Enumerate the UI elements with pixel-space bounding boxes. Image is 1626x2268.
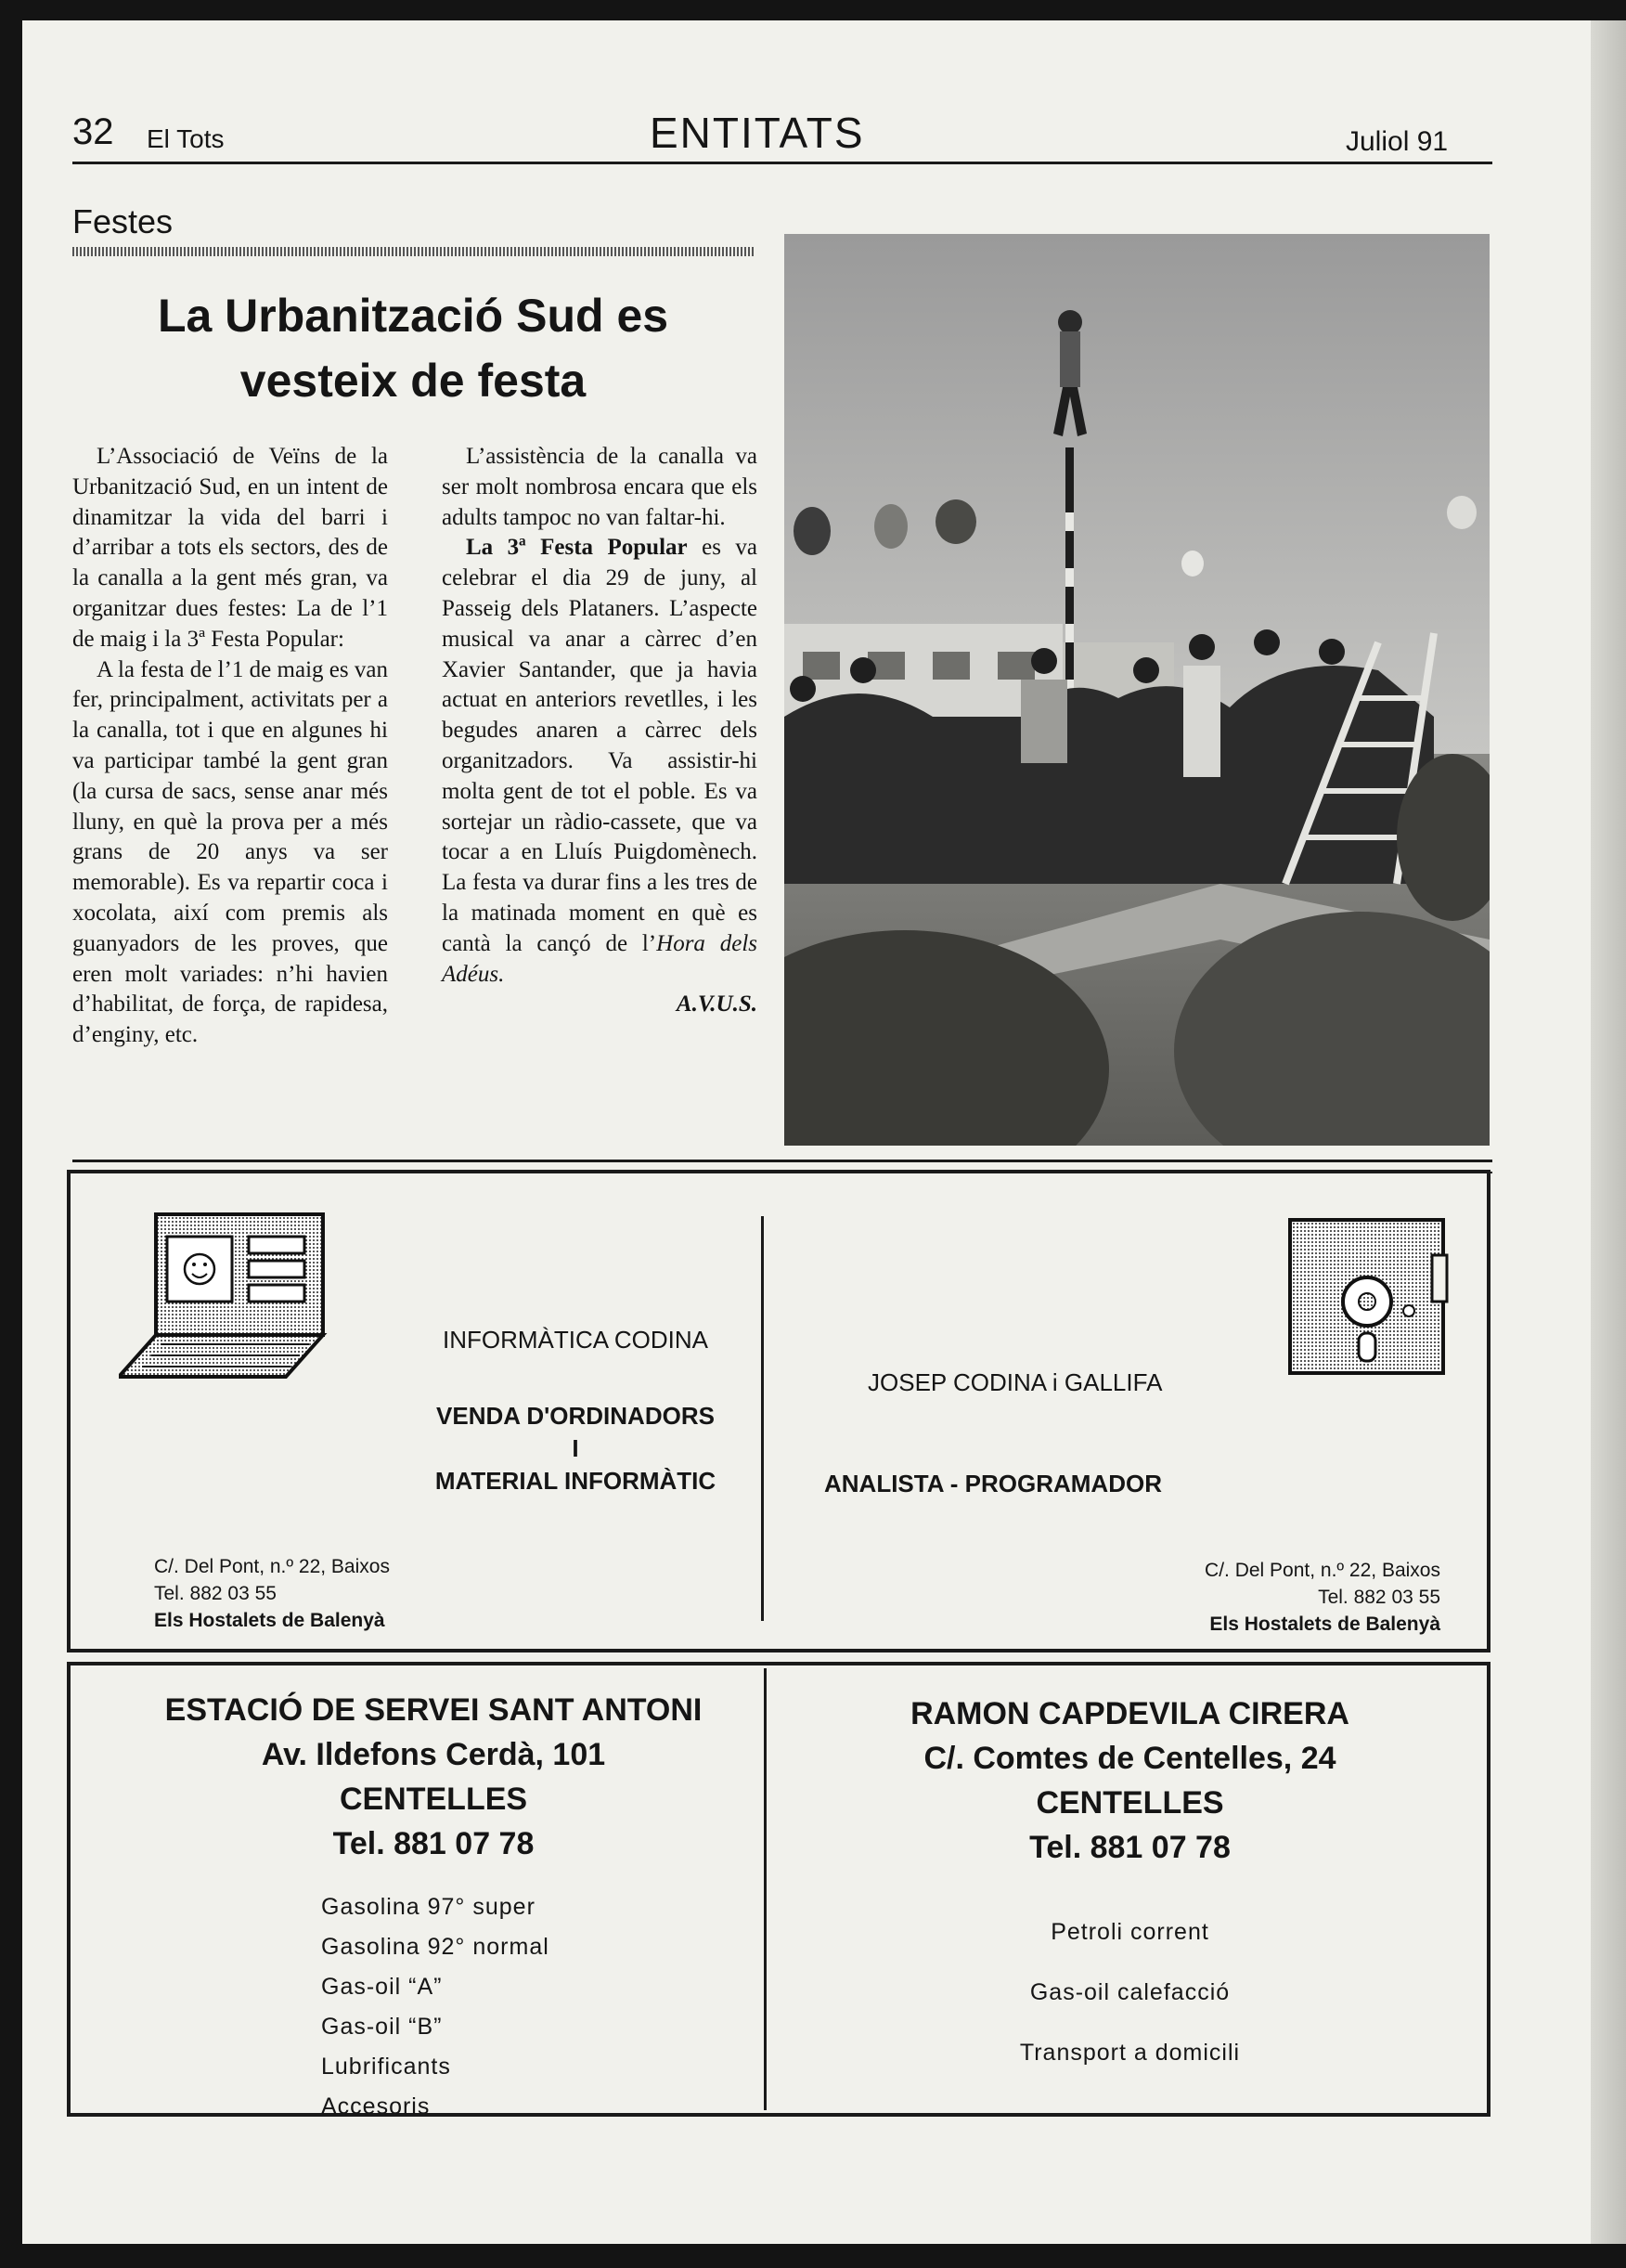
product-item: Gasolina 92° normal [321,1934,549,1960]
capdevila-products [789,1912,1471,2073]
festival-photo-image [784,234,1490,1146]
station-title: ESTACIÓ DE SERVEI SANT ANTONI [164,1692,703,1728]
article-category: Festes [72,202,174,240]
programmer-role: ANALISTA - PROGRAMADOR [824,1470,1162,1497]
article-headline [88,283,738,413]
product-item: Petroli corrent [1051,1919,1209,1945]
header-rule [72,162,1492,164]
headline-line-2: vesteix de festa [239,355,587,407]
section-rule-top [72,1160,1492,1162]
article-column-1 [72,442,388,1051]
ad-divider [764,1668,767,2110]
ad-address: C/. Del Pont, n.º 22, Baixos [1205,1560,1440,1581]
floppy-disk-icon [1288,1218,1455,1380]
article-column-2 [442,442,757,1020]
festival-photo [784,234,1490,1146]
programmer-name: JOSEP CODINA i GALLIFA [868,1368,1163,1396]
section-title: ENTITATS [650,109,865,157]
paragraph: L’Associació de Veïns de la Urbanització Sud, en un intent de dinamitzar la vida del barri i d’arribar a tots els sectors, des de la canalla a la gent més gran, va organitzar dues festes: La de l’1 de maig i la 3ª Festa Popular: [72,444,388,652]
capdevila-phone: Tel. 881 07 78 [1029,1830,1231,1865]
capdevila-street: C/. Comtes de Centelles, 24 [923,1741,1336,1776]
product-item: Accesoris [321,2093,431,2119]
issue-date: Juliol 91 [1346,126,1449,157]
capdevila-ad [789,1691,1471,1870]
station-products [321,1887,549,2127]
station-street: Av. Ildefons Cerdà, 101 [261,1737,606,1772]
song-title: Hora dels Adéus. [442,930,757,987]
ad-town: Els Hostalets de Balenyà [154,1610,385,1631]
ad-address: C/. Del Pont, n.º 22, Baixos [154,1556,390,1577]
category-rule [72,247,755,256]
station-town: CENTELLES [339,1782,528,1817]
page-number: 32 [72,111,114,152]
shop-name: INFORMÀTICA CODINA [442,1326,708,1354]
capdevila-town: CENTELLES [1036,1785,1224,1821]
next-page-edge [1591,20,1626,2244]
paragraph-body: es va celebrar el dia 29 de juny, al Passeig dels Plataners. L’aspecte musical va anar a càrrec d’en Xavier Santander, que ja havia actuat en anteriors revetlles, i les begudes anaren a càrrec dels organitzadors. Va assistir-hi molta gent de tot el poble. Es va sortejar un ràdio-cassete, que va tocar a en Lluís Puigdomènech. La festa va durar fins a les tres de la matinada moment en què es cantà la cançó de l’ [442,535,758,956]
computer-icon [119,1205,332,1386]
ad-line-1: VENDA D'ORDINADORS [436,1402,715,1430]
product-item: Gas-oil “B” [321,2014,443,2040]
paragraph [442,533,757,990]
ad-phone: Tel. 882 03 55 [1318,1587,1440,1608]
product-item: Gas-oil calefacció [1029,1979,1231,2005]
product-item: Lubrificants [321,2054,451,2080]
ad-line-2: I [572,1434,579,1462]
festa-popular-bold: La 3ª Festa Popular [466,535,688,561]
ad-town: Els Hostalets de Balenyà [1209,1614,1440,1635]
publication-name: El Tots [147,124,225,153]
paragraph: L’assistència de la canalla va ser molt nombrosa encara que els adults tampoc no van faltar-hi. [442,444,757,530]
ad-line-3: MATERIAL INFORMÀTIC [434,1467,716,1495]
station-ad [111,1688,755,1866]
product-item: Gasolina 97° super [321,1894,536,1920]
capdevila-title: RAMON CAPDEVILA CIRERA [910,1696,1349,1731]
paragraph: A la festa de l’1 de maig es van fer, principalment, activitats per a la canalla, tot i que en algunes hi va participar també la gent gran (la cursa de sacs, sense anar més lluny, en què la prova per a més grans de 20 anys va ser memorable). Es va repartir coca i xocolata, així com premis als guanyadors de les proves, que eren molt variades: n’hi havien d’habilitat, de força, de rapidesa, d’enginy, etc. [72,656,388,1048]
ad-phone: Tel. 882 03 55 [154,1583,277,1604]
article-signature: A.V.U.S. [676,991,757,1017]
product-item: Transport a domicili [1019,2040,1241,2066]
headline-line-1: La Urbanització Sud es [157,290,669,342]
station-phone: Tel. 881 07 78 [332,1826,535,1861]
product-item: Gas-oil “A” [321,1974,443,2000]
